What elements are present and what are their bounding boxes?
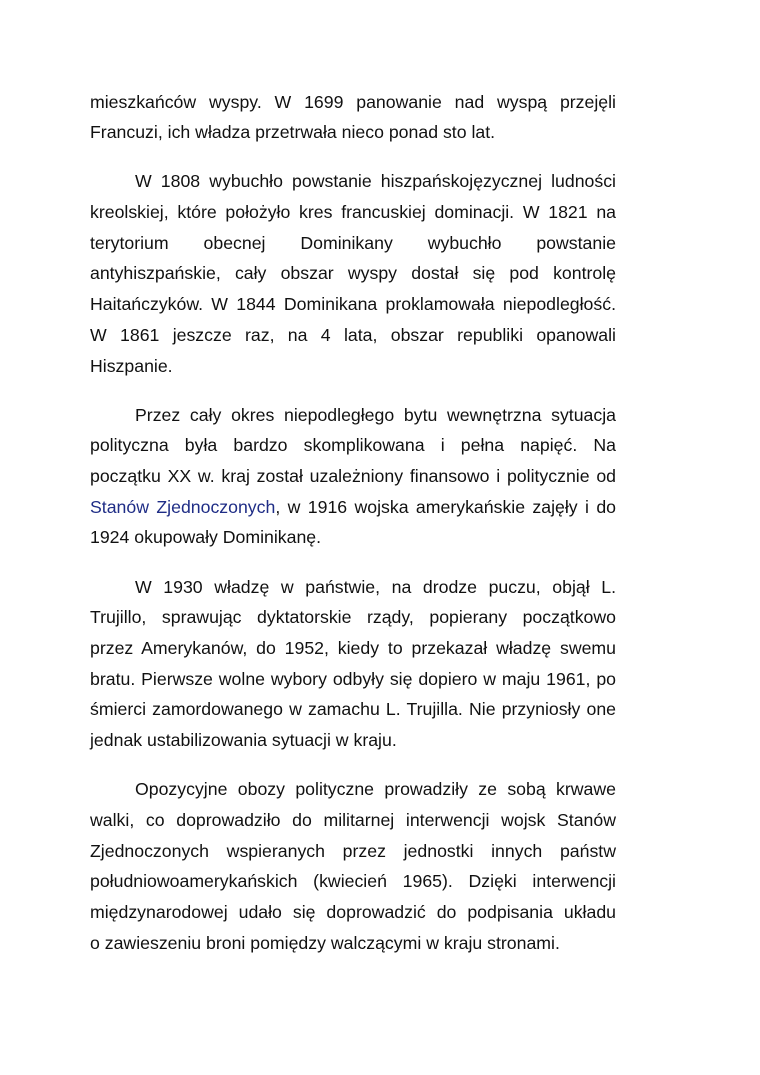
text-line: południowoamerykańskich (kwiecień 1965). Dzięki interwencji xyxy=(90,871,616,892)
text-line: śmierci zamordowanego w zamachu L. Trujilla. Nie przyniosły one xyxy=(90,699,616,720)
text-line: antyhiszpańskie, cały obszar wyspy dostał się pod kontrolę xyxy=(90,263,616,284)
text-line: terytorium obecnej Dominikany wybuchło powstanie xyxy=(90,232,616,253)
text-line: Zjednoczonych wspieranych przez jednostki innych państw xyxy=(90,840,616,861)
document-page xyxy=(90,87,616,977)
text-line: przez Amerykanów, do 1952, kiedy to przekazał władzę swemu xyxy=(90,637,616,658)
paragraph-1 xyxy=(90,87,616,148)
paragraph-5 xyxy=(90,774,616,958)
text-line: Haitańczyków. W 1844 Dominikana proklamowała niepodległość. xyxy=(90,294,616,315)
link-stanow-zjednoczonych[interactable]: Stanów Zjednoczonych xyxy=(90,496,276,517)
text-line-with-link xyxy=(90,492,616,523)
text-line: 1924 okupowały Dominikanę. xyxy=(90,527,322,548)
text-line: walki, co doprowadziło do militarnej interwencji wojsk Stanów xyxy=(90,809,616,830)
text-line: bratu. Pierwsze wolne wybory odbyły się dopiero w maju 1961, po xyxy=(90,668,616,689)
paragraph-2 xyxy=(90,166,616,381)
text-line: Przez cały okres niepodległego bytu wewnętrzna sytuacja xyxy=(135,404,616,425)
text-line: Hiszpanie. xyxy=(90,355,173,376)
text-line: polityczna była bardzo skomplikowana i pełna napięć. Na xyxy=(90,435,616,456)
paragraph-3 xyxy=(90,400,616,554)
text-line: międzynarodowej udało się doprowadzić do podpisania układu xyxy=(90,901,616,922)
text-line: Opozycyjne obozy polityczne prowadziły ze sobą krwawe xyxy=(135,779,616,800)
text-line: początku XX w. kraj został uzależniony finansowo i politycznie od xyxy=(90,466,616,487)
text-line: o zawieszeniu broni pomiędzy walczącymi w kraju stronami. xyxy=(90,932,560,953)
text-line: W 1861 jeszcze raz, na 4 lata, obszar republiki opanowali xyxy=(90,324,616,345)
text-line: W 1808 wybuchło powstanie hiszpańskojęzycznej ludności xyxy=(135,171,616,192)
text-line: Trujillo, sprawując dyktatorskie rządy, popierany początkowo xyxy=(90,607,616,628)
text-line: mieszkańców wyspy. W 1699 panowanie nad wyspą przejęli xyxy=(90,91,616,112)
text-span: , w 1916 wojska amerykańskie zajęły i do xyxy=(275,496,616,517)
paragraph-4 xyxy=(90,572,616,756)
text-line: kreolskiej, które położyło kres francuskiej dominacji. W 1821 na xyxy=(90,202,616,222)
text-line: Francuzi, ich władza przetrwała nieco ponad sto lat. xyxy=(90,122,496,143)
text-line: W 1930 władzę w państwie, na drodze puczu, objął L. xyxy=(135,576,616,597)
text-line: jednak ustabilizowania sytuacji w kraju. xyxy=(90,730,397,751)
